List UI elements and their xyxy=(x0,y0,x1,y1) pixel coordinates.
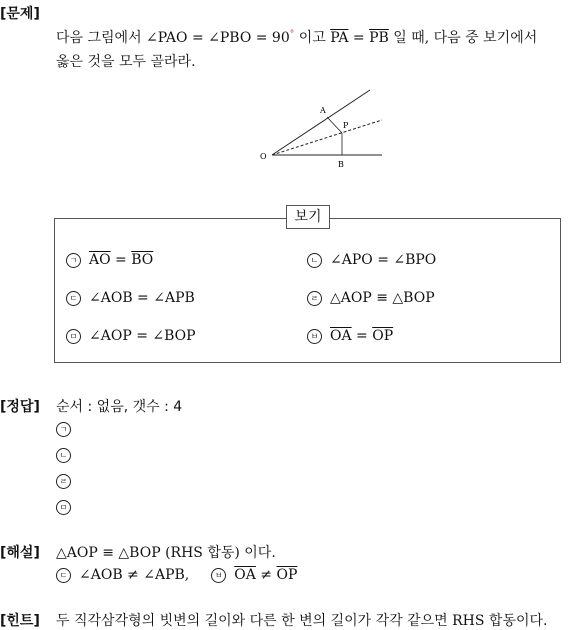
problem-label: [문제] xyxy=(0,6,40,22)
explanation-line-2 xyxy=(56,567,297,583)
answer-mark-icon: ㄴ xyxy=(56,448,71,463)
point-a-label: A xyxy=(320,106,326,115)
bogi-option-1 xyxy=(66,252,153,268)
bogi-option-6 xyxy=(307,328,393,344)
ray-op xyxy=(272,120,382,155)
answer-mark-icon: ㅁ xyxy=(56,500,71,515)
equals-sign: = xyxy=(352,30,365,46)
option-text: ∠APO = ∠BPO xyxy=(330,252,437,268)
answer-summary: 순서 : 없음, 갯수 : 4 xyxy=(56,399,183,415)
point-o-label: O xyxy=(260,152,267,161)
segment-op: $\overline{OP}$ xyxy=(276,567,298,583)
bogi-option-2 xyxy=(307,252,436,268)
option-mark-icon: ㅂ xyxy=(307,329,322,344)
problem-text-c: 일 때, 다음 중 보기에서 xyxy=(393,30,538,46)
segment-op: $\overline{OP}$ xyxy=(372,328,394,344)
problem-text-b: 이고 xyxy=(298,30,326,46)
option-mark-icon: ㄴ xyxy=(307,253,322,268)
option-eq: = xyxy=(351,328,373,344)
bogi-option-3 xyxy=(66,290,195,306)
explanation-mark-icon: ㅂ xyxy=(211,568,226,583)
bogi-title: 보기 xyxy=(286,205,330,229)
problem-text-a: 다음 그림에서 ∠PAO = ∠PBO = 90 xyxy=(56,30,290,46)
answer-label: [정답] xyxy=(0,399,40,415)
option-eq: = xyxy=(110,252,132,268)
option-text: ∠AOP = ∠BOP xyxy=(89,328,196,344)
answer-mark-1 xyxy=(56,421,79,437)
point-p-label: P xyxy=(343,121,349,130)
geometry-figure xyxy=(250,85,390,170)
option-mark-icon: ㄱ xyxy=(66,253,81,268)
degree-sign: ° xyxy=(289,29,295,40)
segment-bo: $\overline{BO}$ xyxy=(131,252,154,268)
explanation-line-1: △AOP ≡ △BOP (RHS 합동) 이다. xyxy=(56,545,276,561)
segment-pa: $\overline{PA}$ xyxy=(330,30,349,46)
answer-mark-2 xyxy=(56,447,79,463)
segment-ao: $\overline{AO}$ xyxy=(89,252,111,268)
hint-label: [힌트] xyxy=(0,613,40,629)
not-equal-sign: ≠ xyxy=(260,567,273,583)
answer-mark-4 xyxy=(56,499,79,515)
segment-oa: $\overline{OA}$ xyxy=(234,567,256,583)
problem-line-2: 옳은 것을 모두 골라라. xyxy=(56,54,196,70)
bogi-option-4 xyxy=(307,290,435,306)
ray-oa xyxy=(272,90,370,155)
hint-text: 두 직각삼각형의 빗변의 길이와 다른 한 변의 길이가 각각 같으면 RHS 합동이다. xyxy=(56,613,548,629)
segment-oa: $\overline{OA}$ xyxy=(330,328,352,344)
segment-ap xyxy=(327,117,342,133)
explanation-mark-icon: ㄷ xyxy=(56,568,71,583)
explanation-text: ∠AOB ≠ ∠APB, xyxy=(79,567,190,583)
option-text: △AOP ≡ △BOP xyxy=(330,290,435,306)
option-text: ∠AOB = ∠APB xyxy=(89,290,195,306)
explanation-label: [해설] xyxy=(0,545,40,561)
answer-mark-icon: ㄹ xyxy=(56,474,71,489)
bogi-option-5 xyxy=(66,328,196,344)
option-mark-icon: ㄹ xyxy=(307,291,322,306)
option-mark-icon: ㄷ xyxy=(66,291,81,306)
point-b-label: B xyxy=(338,160,344,169)
segment-pb: $\overline{PB}$ xyxy=(369,30,389,46)
option-mark-icon: ㅁ xyxy=(66,329,81,344)
answer-mark-icon: ㄱ xyxy=(56,422,71,437)
problem-line-1 xyxy=(56,27,537,47)
answer-mark-3 xyxy=(56,473,79,489)
